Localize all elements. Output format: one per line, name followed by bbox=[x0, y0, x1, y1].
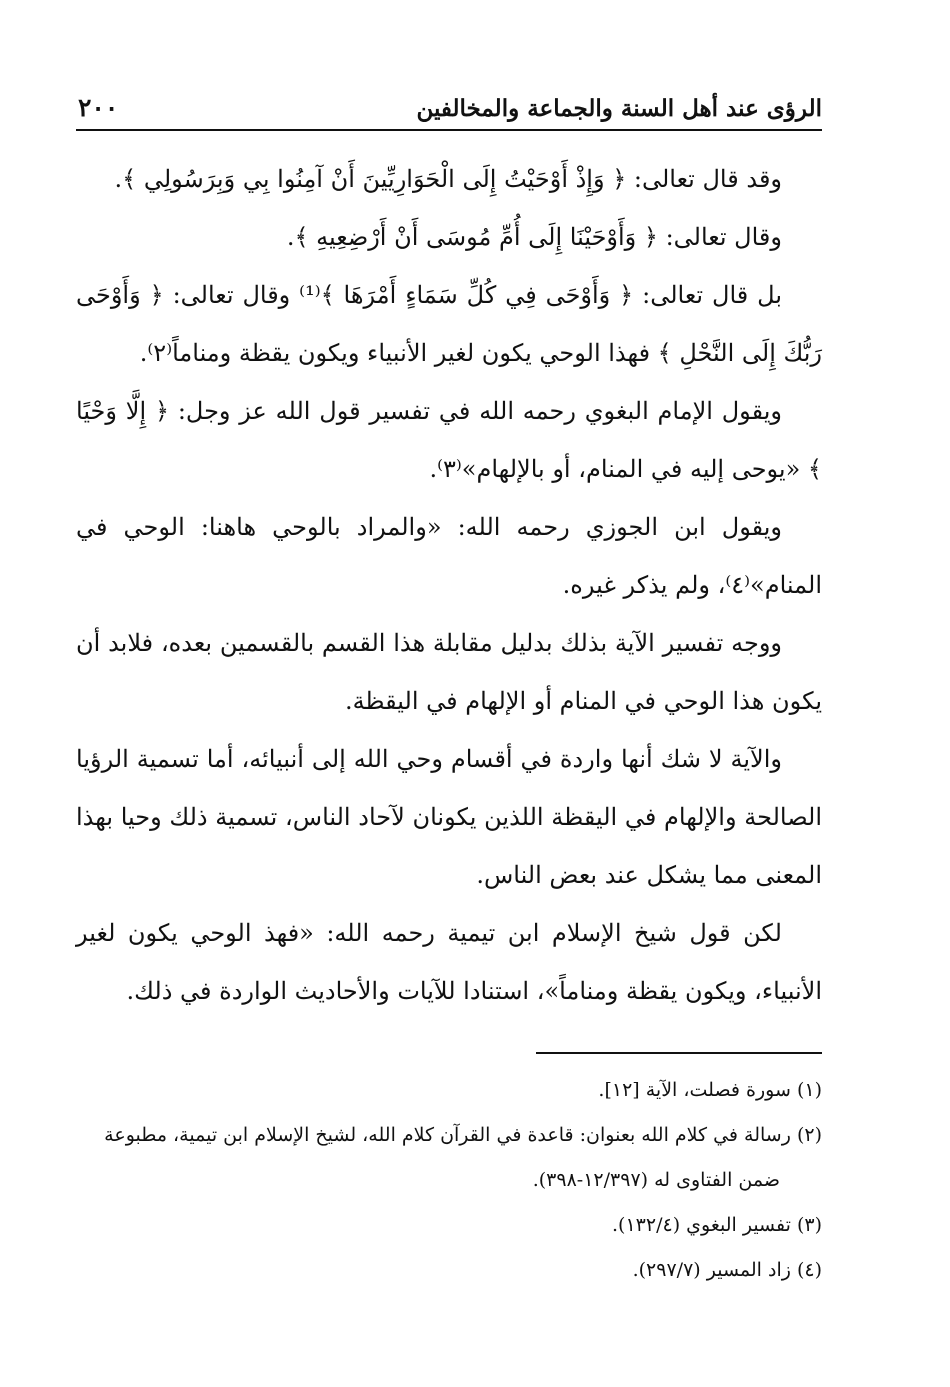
footnote: (٣) تفسير البغوي (١٣٢/٤). bbox=[612, 1214, 822, 1236]
header-rule bbox=[76, 129, 822, 131]
footnote: (١) سورة فصلت، الآية [١٢]. bbox=[598, 1079, 822, 1101]
running-title: الرؤى عند أهل السنة والجماعة والمخالفين bbox=[416, 95, 822, 122]
paragraph: لكن قول شيخ الإسلام ابن تيمية رحمه الله: «فهذ الوحي يكون لغير الأنبياء، ويكون يقظة ومناماً»، استنادا للآيات والأحاديث الواردة في ذلك. bbox=[76, 919, 822, 1005]
paragraph: ويقول ابن الجوزي رحمه الله: «والمراد بالوحي هاهنا: الوحي في المنام»⁽٤⁾، ولم يذكر غيره. bbox=[76, 513, 822, 599]
footnote-continuation: ضمن الفتاوى له (١٢/٣٩٧-٣٩٨). bbox=[532, 1169, 780, 1191]
paragraph: ووجه تفسير الآية بذلك بدليل مقابلة هذا القسم بالقسمين بعده، فلابد أن يكون هذا الوحي في المنام أو الإلهام في اليقظة. bbox=[76, 629, 822, 715]
paragraph: ويقول الإمام البغوي رحمه الله في تفسير قول الله عز وجل: ﴿ إِلَّا وَحْيًا ﴾ «يوحى إليه في المنام، أو بالإلهام»⁽٣⁾. bbox=[76, 397, 822, 483]
footnote-rule bbox=[536, 1052, 822, 1054]
footnote: (٢) رسالة في كلام الله بعنوان: قاعدة في القرآن كلام الله، لشيخ الإسلام ابن تيمية، مطبوعة bbox=[104, 1124, 822, 1146]
paragraph: والآية لا شك أنها واردة في أقسام وحي الله إلى أنبيائه، أما تسمية الرؤيا الصالحة والإلهام في اليقظة اللذين يكونان لآحاد الناس، تسمية ذلك وحيا بهذا المعنى مما يشكل عند بعض الناس. bbox=[76, 745, 822, 889]
body-text bbox=[76, 150, 822, 1020]
paragraph: بل قال تعالى: ﴿ وَأَوْحَى فِي كُلِّ سَمَاءٍ أَمْرَهَا ﴾⁽¹⁾ وقال تعالى: ﴿ وَأَوْحَى رَبُّكَ إِلَى النَّحْلِ ﴾ فهذا الوحي يكون لغير الأنبياء ويكون يقظة ومناماً⁽٢⁾. bbox=[76, 281, 822, 367]
paragraph: وقال تعالى: ﴿ وَأَوْحَيْنَا إِلَى أُمِّ مُوسَى أَنْ أَرْضِعِيهِ ﴾. bbox=[286, 223, 782, 251]
page-number: ٢٠٠ bbox=[78, 93, 119, 122]
paragraph: وقد قال تعالى: ﴿ وَإِذْ أَوْحَيْتُ إِلَى الْحَوَارِيِّينَ أَنْ آمِنُوا بِي وَبِرَسُولِي ﴾. bbox=[114, 165, 782, 193]
footnote: (٤) زاد المسير (٢٩٧/٧). bbox=[632, 1259, 822, 1281]
page-header bbox=[78, 82, 822, 122]
footnotes bbox=[76, 1068, 822, 1293]
